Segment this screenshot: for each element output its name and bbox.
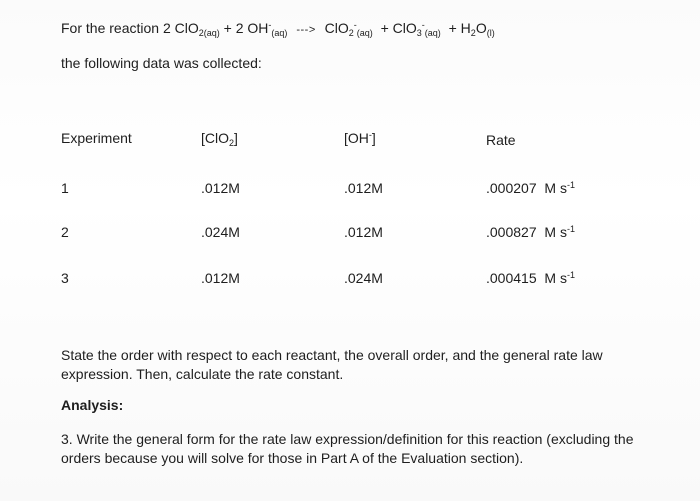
reaction-arrow: ---> bbox=[296, 24, 316, 36]
table-cell-oh: .012M bbox=[344, 224, 383, 240]
analysis-heading: Analysis: bbox=[61, 397, 124, 413]
header-experiment: Experiment bbox=[61, 130, 132, 146]
reaction-equation: For the reaction 2 ClO$_{2(aq)}$ + 2 $OH^-_{(aq)}$ ---> $ClO_2^-_{(aq)} + ClO_3^-_{(aq)} + H_2O_{(l)}$ bbox=[61, 20, 495, 38]
header-rate: Rate bbox=[486, 132, 516, 148]
table-cell-rate: .000827 M $s^{-1}$ bbox=[486, 224, 575, 240]
table-cell-rate: .000207 M $s^{-1}$ bbox=[486, 180, 575, 196]
table-cell-clo2: .012M bbox=[201, 180, 240, 196]
header-oh: [OH-] bbox=[344, 130, 376, 146]
task-text: 3. Write the general form for the rate law expression/definition for this reaction (excluding the orders because you will solve for those in Part A of the Evaluation section). bbox=[61, 431, 634, 466]
table-cell-experiment: 3 bbox=[61, 270, 69, 286]
table-cell-clo2: .024M bbox=[201, 224, 240, 240]
intro-text: the following data was collected: bbox=[61, 55, 262, 71]
table-cell-experiment: 2 bbox=[61, 224, 69, 240]
question-text: State the order with respect to each reactant, the overall order, and the general rate law expression. Then, calculate the rate constant. bbox=[61, 347, 603, 382]
table-cell-rate: .000415 M $s^{-1}$ bbox=[486, 270, 575, 286]
table-cell-oh: .024M bbox=[344, 270, 383, 286]
table-cell-oh: .012M bbox=[344, 180, 383, 196]
header-clo2: [ClO$_2$] bbox=[201, 130, 238, 148]
table-cell-experiment: 1 bbox=[61, 180, 69, 196]
table-cell-clo2: .012M bbox=[201, 270, 240, 286]
